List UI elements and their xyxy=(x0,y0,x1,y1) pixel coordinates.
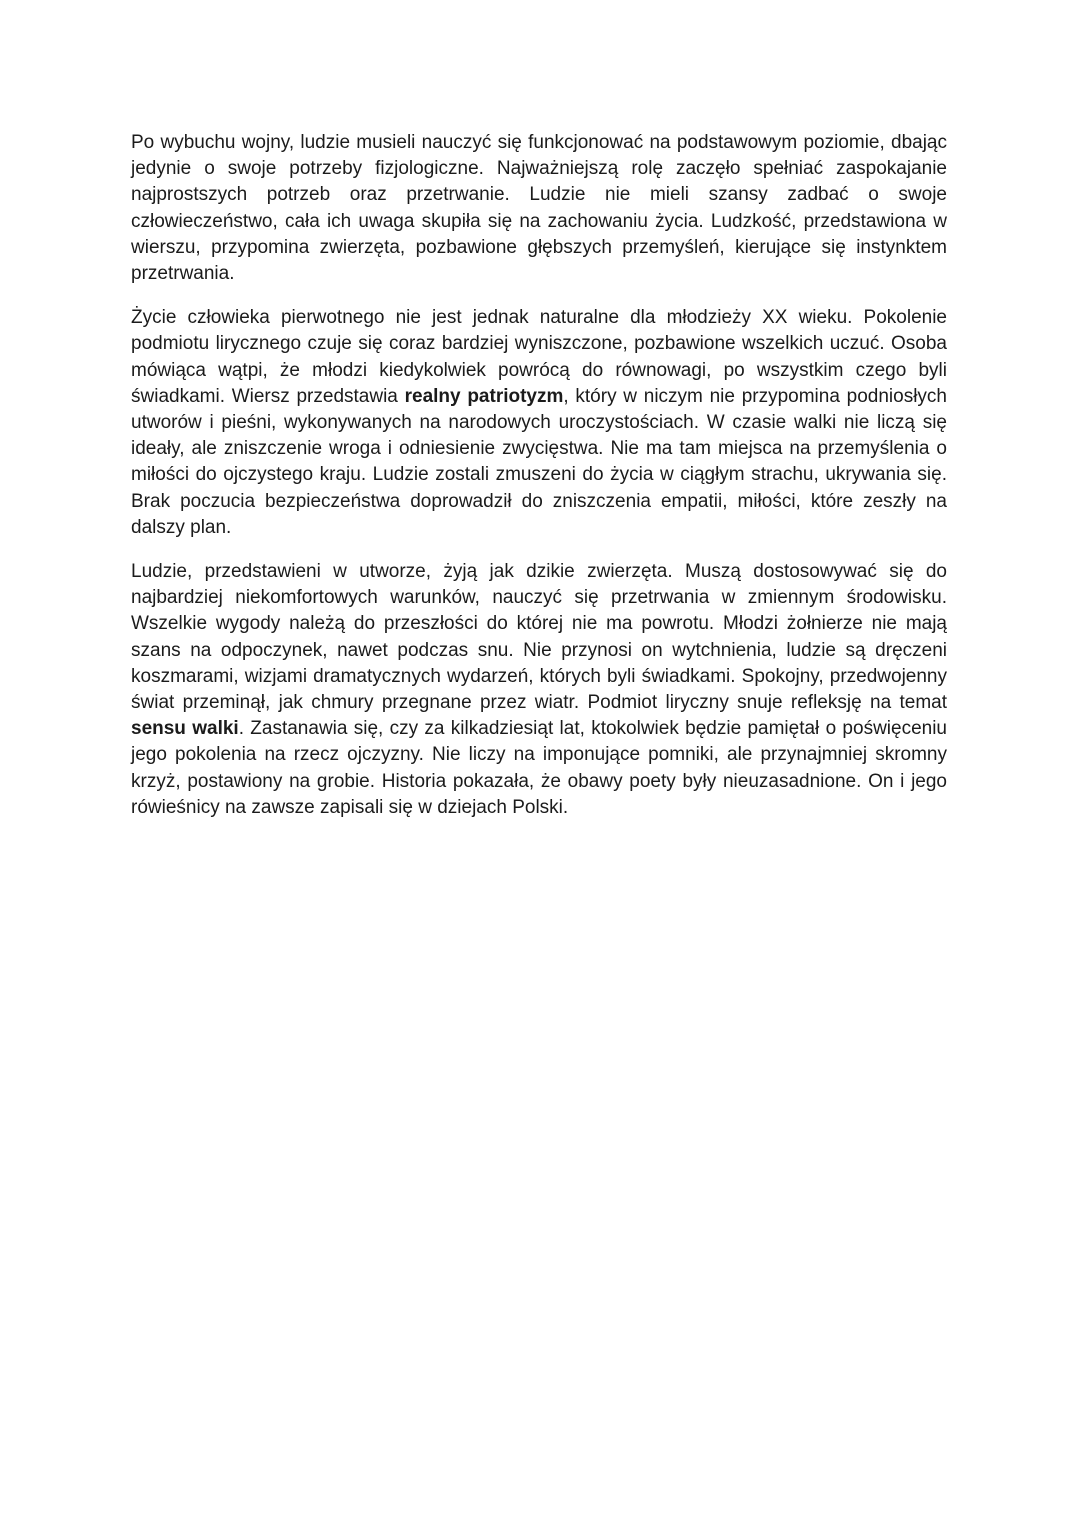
paragraph-2-bold-term: realny patriotyzm xyxy=(404,385,564,407)
paragraph-1 xyxy=(131,130,947,287)
paragraph-3 xyxy=(131,559,947,821)
paragraph-3-text-end: . Zastanawia się, czy za kilkadziesiąt lat, ktokolwiek będzie pamiętał o poświęceniu jego pokolenia na rzecz ojczyzny. Nie liczy na imponujące pomniki, ale przynajmniej skromny krzyż, postawiony na grobie. Historia pokazała, że obawy poety były nieuzasadnione. On i jego rówieśnicy na zawsze zapisali się w dziejach Polski. xyxy=(131,718,948,818)
paragraph-2 xyxy=(131,305,947,541)
paragraph-1-text: Po wybuchu wojny, ludzie musieli nauczyć się funkcjonować na podstawowym poziomie, dbając jedynie o swoje potrzeby fizjologiczne. Najważniejszą rolę zaczęło spełniać zaspokajanie najprostszych potrzeb oraz przetrwanie. Ludzie nie mieli szansy zadbać o swoje człowieczeństwo, cała ich uwaga skupiła się na zachowaniu życia. Ludzkość, przedstawiona w wierszu, przypomina zwierzęta, pozbawione głębszych przemyśleń, kierujące się instynktem przetrwania. xyxy=(131,132,947,285)
paragraph-2-text-end: , który w niczym nie przypomina podniosłych utworów i pieśni, wykonywanych na narodowych uroczystościach. W czasie walki nie liczą się ideały, ale zniszczenie wroga i odniesienie zwycięstwa. Nie ma tam miejsca na przemyślenia o miłości do ojczystego kraju. Ludzie zostali zmuszeni do życia w ciągłym strachu, ukrywania się. Brak poczucia bezpieczeństwa doprowadził do zniszczenia empatii, miłości, które zeszły na dalszy plan. xyxy=(131,385,947,538)
document-body xyxy=(131,130,947,839)
paragraph-3-text-start: Ludzie, przedstawieni w utworze, żyją jak dzikie zwierzęta. Muszą dostosowywać się do najbardziej niekomfortowych warunków, nauczyć się przetrwania w zmiennym środowisku. Wszelkie wygody należą do przeszłości do której nie ma powrotu. Młodzi żołnierze nie mają szans na odpoczynek, nawet podczas snu. Nie przynosi on wytchnienia, ludzie są dręczeni koszmarami, wizjami dramatycznych wydarzeń, których byli świadkami. Spokojny, przedwojenny świat przeminął, jak chmury przegnane przez wiatr. Podmiot liryczny snuje refleksję na temat xyxy=(131,561,947,714)
paragraph-3-bold-term: sensu walki xyxy=(131,718,239,740)
paragraph-2-text-start: Życie człowieka pierwotnego nie jest jednak naturalne dla młodzieży XX wieku. Pokolenie podmiotu lirycznego czuje się coraz bardziej wyniszczone, pozbawione wszelkich uczuć. Osoba mówiąca wątpi, że młodzi kiedykolwiek powrócą do równowagi, po wszystkim czego byli świadkami. Wiersz przedstawia xyxy=(131,307,947,407)
